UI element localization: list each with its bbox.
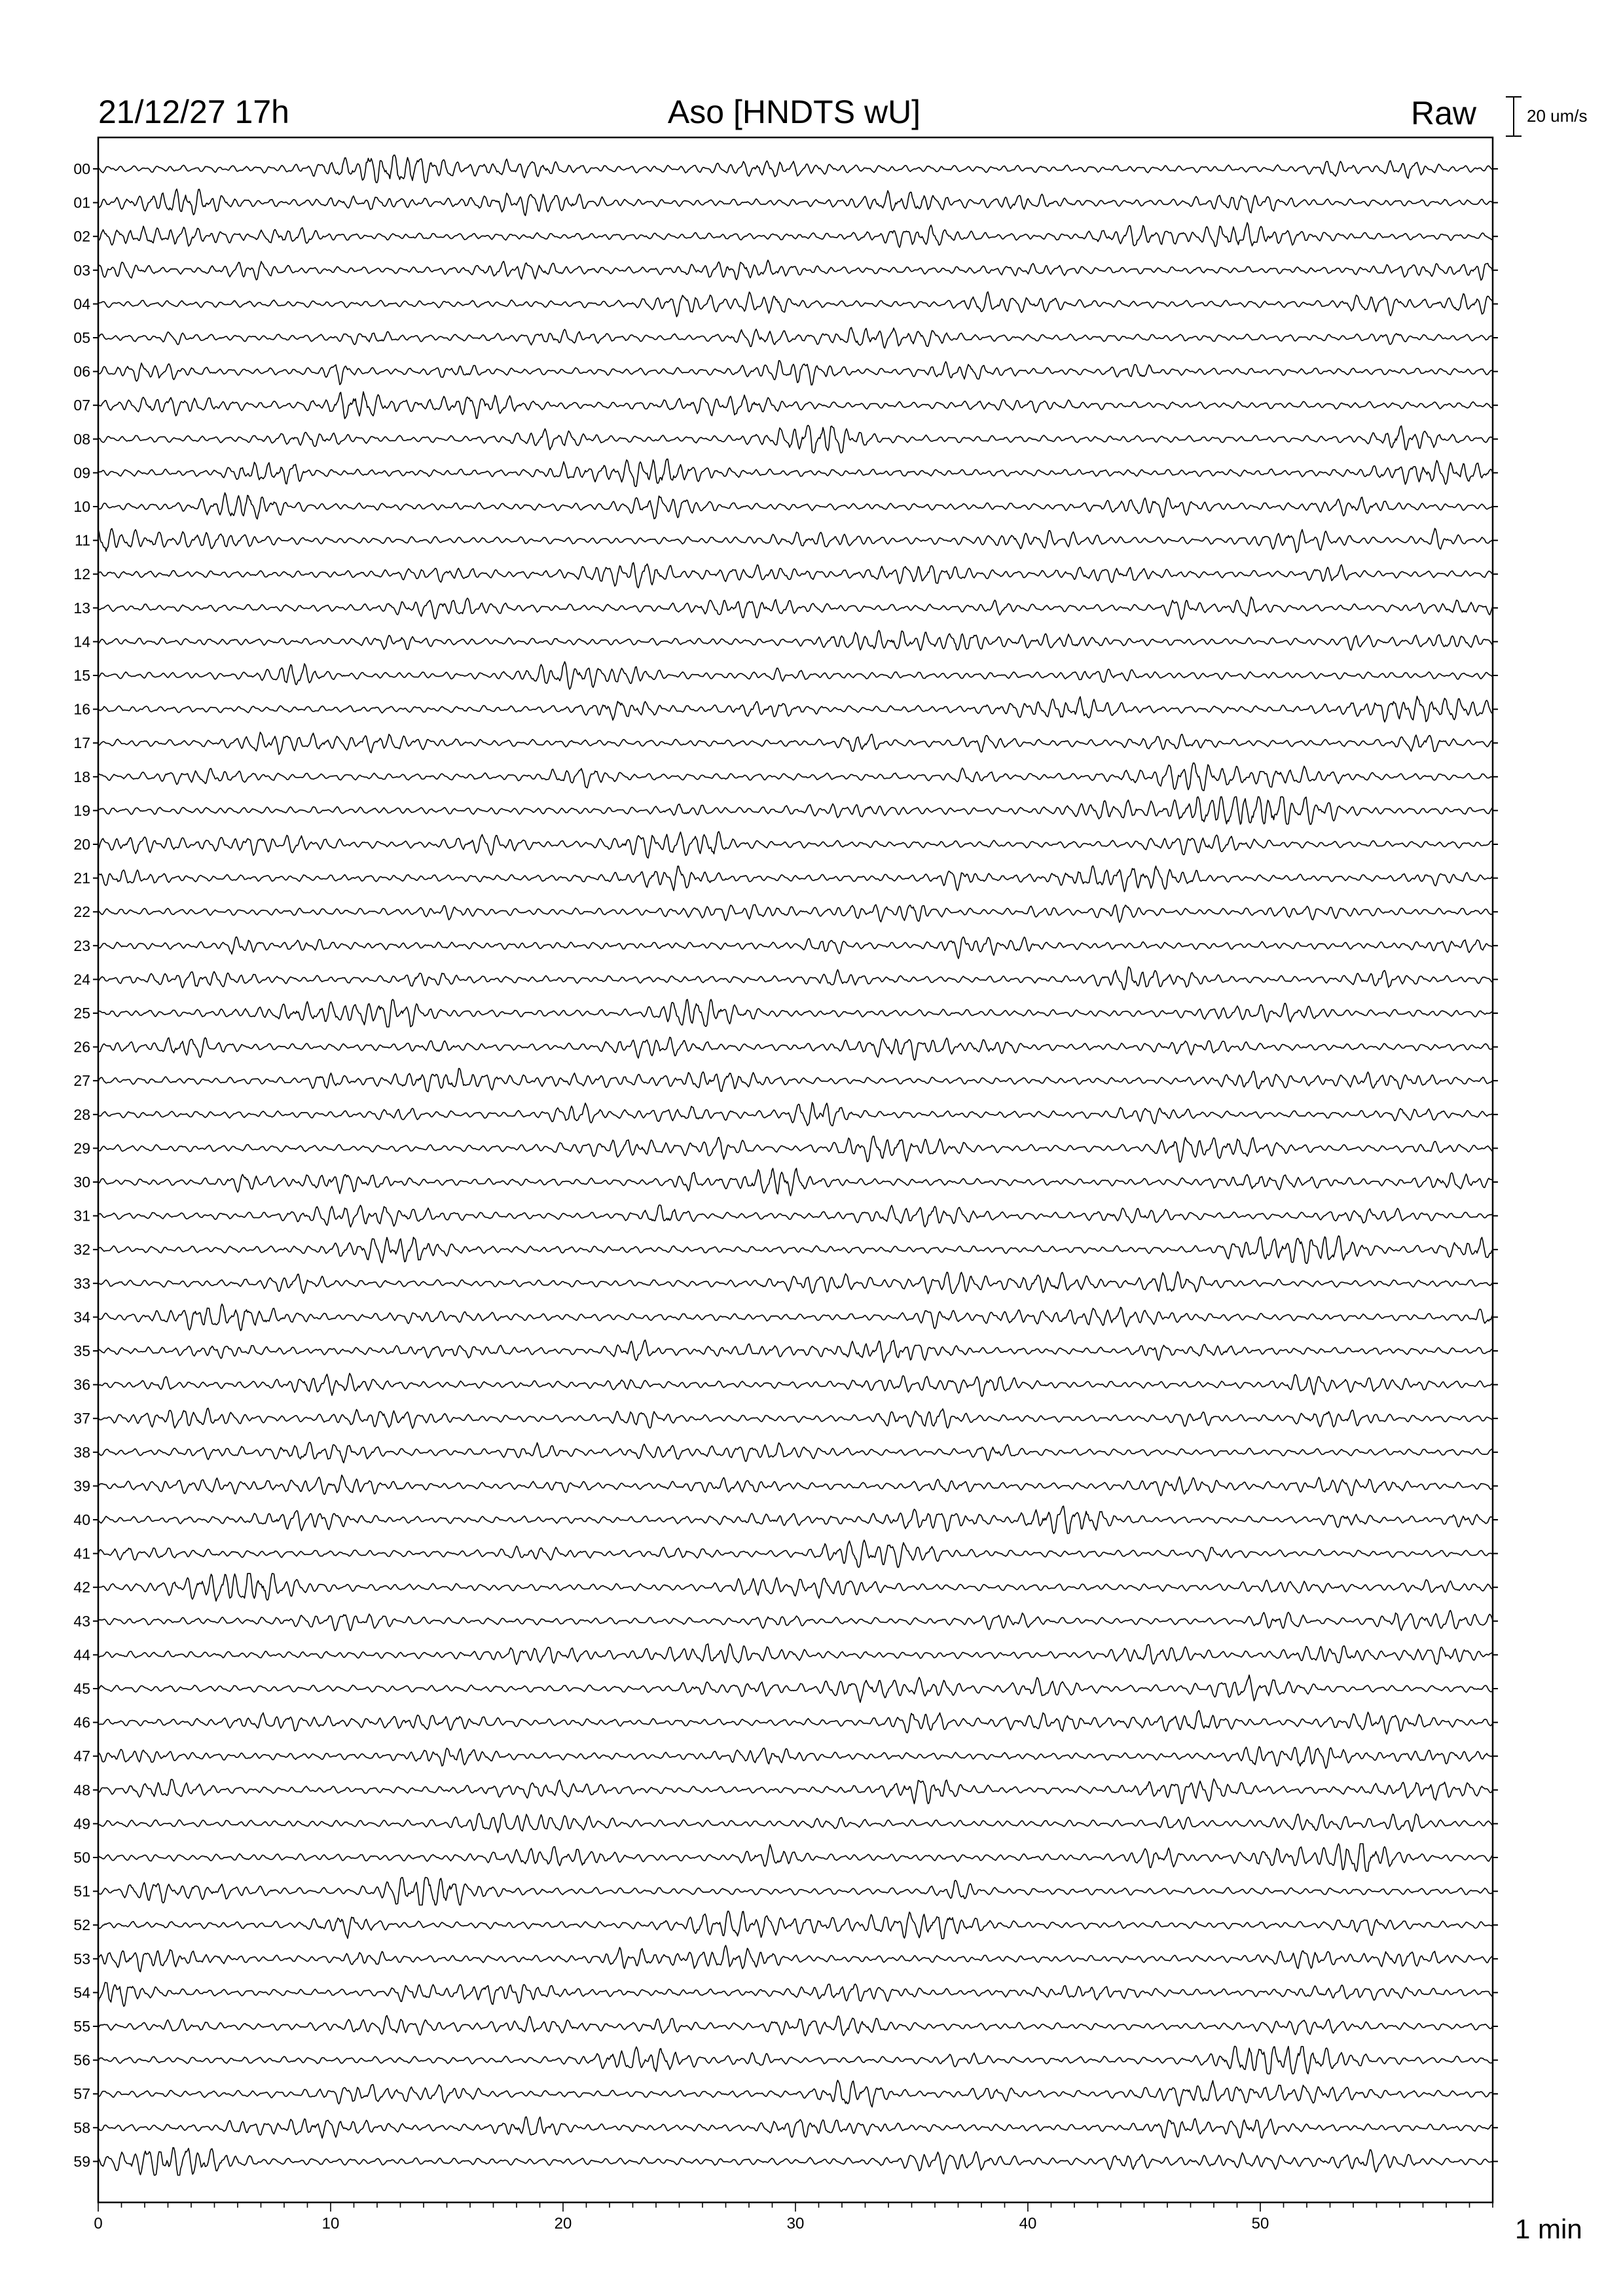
- seismic-trace: [98, 1506, 1493, 1534]
- chart-title: Aso [HNDTS wU]: [667, 94, 921, 130]
- seismic-trace: [98, 662, 1493, 689]
- x-axis: [94, 2202, 1582, 2244]
- x-axis-label: 1 min: [1515, 2214, 1582, 2244]
- row-label: 29: [73, 1139, 90, 1157]
- seismic-trace: [98, 1103, 1493, 1126]
- x-tick-label: 30: [786, 2215, 805, 2233]
- seismic-trace: [98, 1540, 1493, 1568]
- seismic-trace: [98, 1272, 1493, 1294]
- seismic-trace: [98, 155, 1493, 183]
- seismic-trace: [98, 1747, 1493, 1768]
- seismic-trace: [98, 2080, 1493, 2107]
- seismic-trace: [98, 1373, 1493, 1396]
- row-label: 45: [73, 1680, 90, 1697]
- row-label: 50: [73, 1849, 90, 1866]
- seismic-trace: [98, 1911, 1493, 1939]
- row-label: 30: [73, 1174, 90, 1191]
- seismic-trace: [98, 1205, 1493, 1227]
- row-label: 31: [73, 1207, 90, 1225]
- chart-mode: Raw: [1410, 95, 1476, 132]
- seismic-trace: [98, 832, 1493, 859]
- row-label: 05: [73, 329, 90, 346]
- seismic-trace: [98, 528, 1493, 552]
- row-label: 42: [73, 1579, 90, 1596]
- amplitude-scale-bar: [1506, 97, 1588, 136]
- row-label: 11: [75, 531, 90, 549]
- row-label: 06: [73, 363, 90, 380]
- row-label: 20: [73, 836, 90, 853]
- x-tick-label: 20: [554, 2215, 572, 2233]
- seismic-trace: [98, 493, 1493, 519]
- row-label: 34: [73, 1308, 90, 1326]
- row-label: 52: [73, 1916, 90, 1934]
- row-label: 13: [73, 599, 90, 617]
- row-label: 19: [73, 802, 90, 819]
- row-label: 01: [73, 194, 90, 211]
- row-label: 59: [73, 2153, 90, 2170]
- seismic-trace: [98, 260, 1493, 281]
- seismic-trace: [98, 361, 1493, 385]
- x-tick-label: 0: [94, 2215, 103, 2233]
- seismic-trace: [98, 1340, 1493, 1362]
- row-label: 09: [73, 464, 90, 482]
- row-label: 33: [73, 1274, 90, 1292]
- seismic-trace: [98, 1475, 1493, 1496]
- row-label: 36: [73, 1376, 90, 1393]
- seismic-trace: [98, 1844, 1493, 1871]
- seismic-trace: [98, 223, 1493, 247]
- row-label: 43: [73, 1612, 90, 1630]
- row-label: 58: [73, 2119, 90, 2136]
- row-label: 10: [73, 498, 90, 515]
- row-label: 17: [73, 734, 90, 752]
- seismic-trace: [98, 1878, 1493, 1905]
- row-label: 53: [73, 1950, 90, 1967]
- row-label: 32: [73, 1241, 90, 1259]
- seismic-trace: [98, 327, 1493, 348]
- row-label: 02: [73, 228, 90, 245]
- row-label: 46: [73, 1713, 90, 1731]
- row-label: 44: [73, 1646, 90, 1664]
- row-label: 54: [73, 1984, 90, 2001]
- seismic-trace: [98, 1643, 1493, 1664]
- row-label: 21: [73, 869, 90, 887]
- seismic-trace: [98, 763, 1493, 791]
- row-label: 15: [73, 667, 90, 684]
- row-label: 28: [73, 1105, 90, 1123]
- seismic-trace: [98, 1168, 1493, 1196]
- seismic-trace: [98, 2016, 1493, 2036]
- row-label: 08: [73, 430, 90, 448]
- row-label: 00: [73, 160, 90, 177]
- row-label: 51: [73, 1882, 90, 1900]
- seismic-trace: [98, 597, 1493, 619]
- row-label: 24: [73, 971, 90, 988]
- row-label: 25: [73, 1005, 90, 1022]
- seismic-trace: [98, 696, 1493, 722]
- row-label: 48: [73, 1781, 90, 1799]
- seismic-trace: [98, 905, 1493, 922]
- row-label: 26: [73, 1038, 90, 1056]
- row-label: 27: [73, 1072, 90, 1090]
- row-label: 49: [73, 1815, 90, 1833]
- seismic-trace: [98, 1069, 1493, 1092]
- seismic-trace: [98, 1711, 1493, 1734]
- row-label: 16: [73, 700, 90, 718]
- seismic-trace: [98, 563, 1493, 588]
- seismic-trace: [98, 189, 1493, 216]
- row-label: 55: [73, 2018, 90, 2035]
- row-label: 23: [73, 937, 90, 954]
- row-label: 57: [73, 2085, 90, 2103]
- seismic-trace: [98, 2047, 1493, 2074]
- seismic-trace: [98, 797, 1493, 824]
- row-label: 14: [73, 633, 90, 651]
- seismic-trace: [98, 1304, 1493, 1331]
- seismic-trace: [98, 630, 1493, 651]
- seismic-trace: [98, 1408, 1493, 1429]
- seismic-trace: [98, 1779, 1493, 1804]
- seismic-trace: [98, 1813, 1493, 1833]
- row-label: 37: [73, 1410, 90, 1427]
- trace-group: [93, 155, 1498, 2175]
- scale-label: 20 um/s: [1527, 106, 1588, 126]
- row-label: 39: [73, 1477, 90, 1495]
- x-tick-label: 50: [1251, 2215, 1269, 2233]
- row-label: 12: [73, 565, 90, 583]
- x-tick-label: 40: [1019, 2215, 1037, 2233]
- row-label: 04: [73, 295, 90, 313]
- seismic-trace: [98, 1675, 1493, 1702]
- row-label: 07: [73, 397, 90, 414]
- seismic-trace: [98, 1982, 1493, 2007]
- seismic-trace: [98, 1136, 1493, 1162]
- seismic-trace: [98, 2117, 1493, 2138]
- seismic-trace: [98, 1945, 1493, 1971]
- row-label: 40: [73, 1511, 90, 1528]
- row-label: 18: [73, 768, 90, 785]
- row-label: 47: [73, 1748, 90, 1765]
- seismic-trace: [98, 392, 1493, 419]
- chart-datetime: 21/12/27 17h: [98, 94, 289, 130]
- seismic-trace: [98, 866, 1493, 892]
- row-label: 41: [73, 1545, 90, 1562]
- seismic-trace: [98, 732, 1493, 755]
- x-tick-label: 10: [321, 2215, 340, 2233]
- row-label: 22: [73, 903, 90, 921]
- seismic-trace: [98, 292, 1493, 317]
- seismic-trace: [98, 999, 1493, 1027]
- row-label-group: [73, 160, 90, 2170]
- seismic-trace: [98, 1037, 1493, 1060]
- seismic-trace: [98, 425, 1493, 453]
- seismic-trace: [98, 2147, 1493, 2175]
- seismic-trace: [98, 1236, 1493, 1263]
- row-label: 38: [73, 1443, 90, 1461]
- seismic-trace: [98, 967, 1493, 990]
- row-label: 35: [73, 1342, 90, 1359]
- seismic-trace: [98, 459, 1493, 486]
- seismic-trace: [98, 1443, 1493, 1463]
- row-label: 03: [73, 261, 90, 279]
- seismic-trace: [98, 1573, 1493, 1601]
- seismic-trace: [98, 937, 1493, 959]
- row-label: 56: [73, 2051, 90, 2069]
- seismic-trace: [98, 1611, 1493, 1631]
